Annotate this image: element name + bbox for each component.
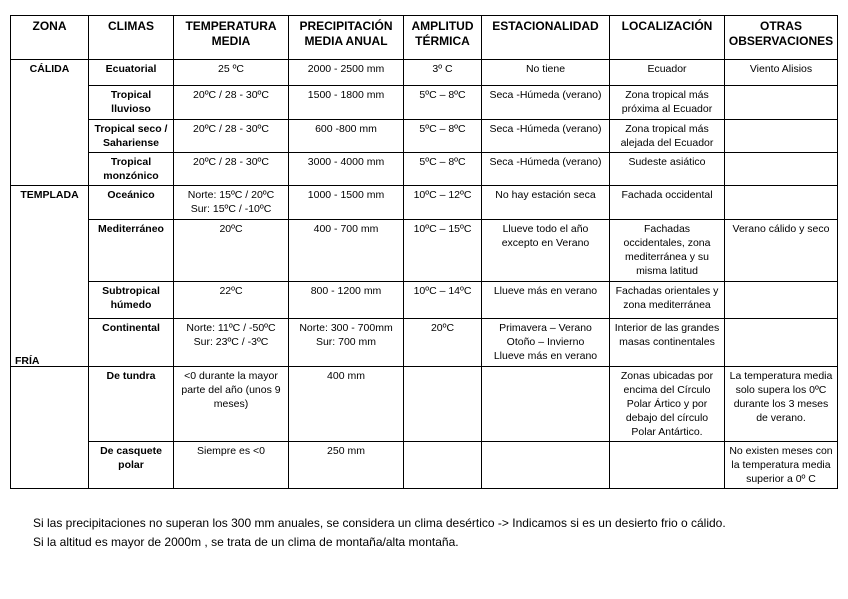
table-row [11, 220, 838, 282]
obs-cell: Verano cálido y seco [725, 220, 838, 282]
zone-templada-label: TEMPLADA [20, 189, 79, 201]
prec-cell: 400 - 700 mm [289, 220, 404, 282]
loc-cell: Fachadas orientales y zona mediterránea [610, 282, 725, 319]
amp-cell: 20ºC [404, 319, 482, 367]
obs-cell [725, 186, 838, 220]
clima-cell: Tropical monzónico [89, 153, 174, 186]
temp-cell: <0 durante la mayor parte del año (unos 9 meses) [174, 367, 289, 442]
amp-cell: 5ºC – 8ºC [404, 153, 482, 186]
table-row [11, 120, 838, 153]
table-row [11, 153, 838, 186]
loc-cell: Fachada occidental [610, 186, 725, 220]
obs-cell [725, 319, 838, 367]
table-row [11, 60, 838, 86]
zone-calida: CÁLIDA [11, 60, 89, 186]
est-cell: Primavera – Verano Otoño – Invierno Llueve más en verano [482, 319, 610, 367]
footnotes [33, 514, 726, 552]
est-cell [482, 442, 610, 489]
amp-cell: 5ºC – 8ºC [404, 120, 482, 153]
clima-cell: Ecuatorial [89, 60, 174, 86]
est-cell [482, 367, 610, 442]
prec-cell: 1500 - 1800 mm [289, 86, 404, 120]
est-cell: No hay estación seca [482, 186, 610, 220]
prec-cell: 800 - 1200 mm [289, 282, 404, 319]
obs-cell: La temperatura media solo supera los 0ºC durante los 3 meses de verano. [725, 367, 838, 442]
amp-cell: 3º C [404, 60, 482, 86]
temp-cell: 20ºC / 28 - 30ºC [174, 120, 289, 153]
amp-cell [404, 442, 482, 489]
table-row [11, 442, 838, 489]
table-row [11, 282, 838, 319]
clima-cell: De tundra [89, 367, 174, 442]
prec-cell: 1000 - 1500 mm [289, 186, 404, 220]
header-localizacion: LOCALIZACIÓN [610, 16, 725, 60]
header-zona: ZONA [11, 16, 89, 60]
header-precipitacion: PRECIPITACIÓN MEDIA ANUAL [289, 16, 404, 60]
clima-cell: Continental [89, 319, 174, 367]
loc-cell [610, 442, 725, 489]
loc-cell: Zona tropical más próxima al Ecuador [610, 86, 725, 120]
clima-cell: Mediterráneo [89, 220, 174, 282]
loc-cell: Interior de las grandes masas continentales [610, 319, 725, 367]
est-cell: Seca -Húmeda (verano) [482, 86, 610, 120]
temp-cell: 25 ºC [174, 60, 289, 86]
header-climas: CLIMAS [89, 16, 174, 60]
prec-cell: 600 -800 mm [289, 120, 404, 153]
temp-cell: 22ºC [174, 282, 289, 319]
temp-cell: Norte: 11ºC / -50ºC Sur: 23ºC / -3ºC [174, 319, 289, 367]
est-cell: No tiene [482, 60, 610, 86]
obs-cell [725, 282, 838, 319]
zone-fria-cell [11, 367, 89, 489]
loc-cell: Zonas ubicadas por encima del Círculo Polar Ártico y por debajo del círculo Polar Antártico. [610, 367, 725, 442]
obs-cell [725, 120, 838, 153]
clima-cell: Tropical seco / Sahariense [89, 120, 174, 153]
amp-cell: 10ºC – 15ºC [404, 220, 482, 282]
table-row [11, 186, 838, 220]
est-cell: Llueve todo el año excepto en Verano [482, 220, 610, 282]
obs-cell [725, 153, 838, 186]
clima-cell: Tropical lluvioso [89, 86, 174, 120]
header-amplitud: AMPLITUD TÉRMICA [404, 16, 482, 60]
prec-cell: 3000 - 4000 mm [289, 153, 404, 186]
header-otras: OTRAS OBSERVACIONES [725, 16, 838, 60]
temp-cell: 20ºC / 28 - 30ºC [174, 86, 289, 120]
clima-cell: Subtropical húmedo [89, 282, 174, 319]
header-row [11, 16, 838, 60]
note-altitude: Si la altitud es mayor de 2000m , se trata de un clima de montaña/alta montaña. [33, 535, 459, 549]
prec-cell: 400 mm [289, 367, 404, 442]
temp-cell: Siempre es <0 [174, 442, 289, 489]
amp-cell: 10ºC – 14ºC [404, 282, 482, 319]
header-temperatura: TEMPERATURA MEDIA [174, 16, 289, 60]
amp-cell: 10ºC – 12ºC [404, 186, 482, 220]
table-row [11, 86, 838, 120]
amp-cell [404, 367, 482, 442]
temp-cell: 20ºC / 28 - 30ºC [174, 153, 289, 186]
temp-cell: 20ºC [174, 220, 289, 282]
obs-cell: Viento Alisios [725, 60, 838, 86]
obs-cell [725, 86, 838, 120]
loc-cell: Ecuador [610, 60, 725, 86]
obs-cell: No existen meses con la temperatura media superior a 0º C [725, 442, 838, 489]
prec-cell: Norte: 300 - 700mm Sur: 700 mm [289, 319, 404, 367]
loc-cell: Sudeste asiático [610, 153, 725, 186]
est-cell: Seca -Húmeda (verano) [482, 120, 610, 153]
note-desert: Si las precipitaciones no superan los 300 mm anuales, se considera un clima desértico -> Indicamos si es un desierto frio o cálido. [33, 516, 726, 530]
climate-table [10, 15, 838, 489]
header-estacionalidad: ESTACIONALIDAD [482, 16, 610, 60]
table-row [11, 319, 838, 367]
table-row [11, 367, 838, 442]
prec-cell: 2000 - 2500 mm [289, 60, 404, 86]
est-cell: Llueve más en verano [482, 282, 610, 319]
temp-cell: Norte: 15ºC / 20ºC Sur: 15ºC / -10ºC [174, 186, 289, 220]
clima-cell: De casquete polar [89, 442, 174, 489]
zone-fria-label: FRÍA [15, 355, 40, 367]
amp-cell: 5ºC – 8ºC [404, 86, 482, 120]
est-cell: Seca -Húmeda (verano) [482, 153, 610, 186]
prec-cell: 250 mm [289, 442, 404, 489]
zone-templada [11, 186, 89, 367]
clima-cell: Oceánico [89, 186, 174, 220]
loc-cell: Zona tropical más alejada del Ecuador [610, 120, 725, 153]
loc-cell: Fachadas occidentales, zona mediterránea y su misma latitud [610, 220, 725, 282]
